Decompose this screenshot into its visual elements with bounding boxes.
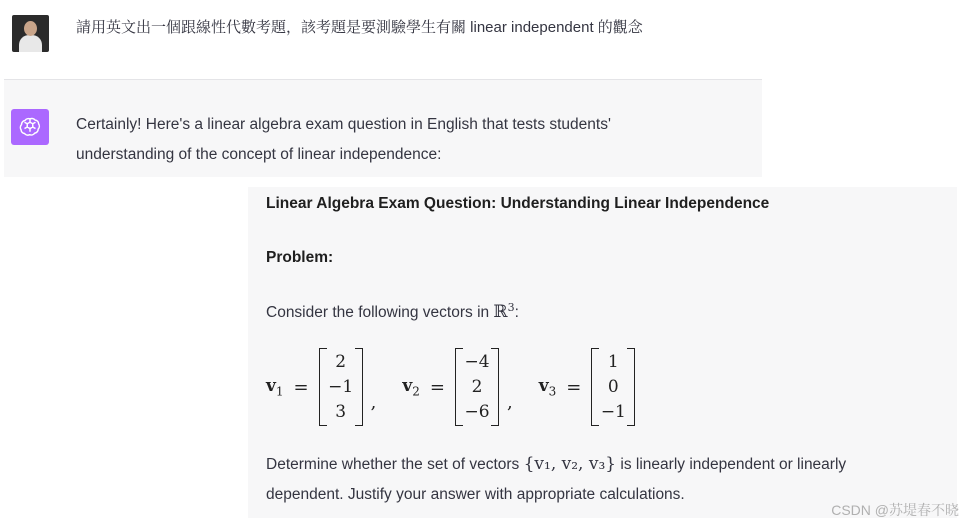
exam-question-title: Linear Algebra Exam Question: Understanding Linear Independence — [266, 195, 770, 212]
determine-suffix: is linearly independent or linearly — [616, 456, 847, 473]
watermark-text: CSDN @苏堤春不晓 — [831, 502, 959, 518]
real-space-exponent: 3 — [507, 301, 515, 314]
user-avatar — [12, 15, 49, 52]
consider-prefix: Consider the following vectors in — [266, 304, 494, 322]
assistant-intro-line-1: Certainly! Here's a linear algebra exam question in English that tests students' — [76, 116, 611, 133]
vector-3-matrix — [591, 348, 635, 426]
assistant-intro-line-2: understanding of the concept of linear independence: — [76, 146, 442, 163]
vector-1-component: 3 — [335, 402, 347, 422]
vector-3-component: −1 — [600, 402, 626, 422]
vector-1-matrix — [319, 348, 363, 426]
vector-definitions: $v_1$ = 2 −1 3 , $v_2$ = −4 2 −6 , $v_3$ = 1 0 −1 — [266, 345, 635, 429]
vector-2-component: −6 — [464, 402, 490, 422]
user-message-row — [0, 0, 963, 80]
exam-question-card — [248, 187, 957, 518]
vector-3-component: 0 — [607, 377, 619, 397]
problem-heading: Problem: — [266, 249, 334, 266]
vector-2-component: −4 — [464, 352, 490, 372]
vector-1-label: $v_1$ — [266, 375, 284, 399]
assistant-message-text — [76, 110, 756, 170]
user-message-text: 請用英文出一個跟線性代數考題，該考題是要測驗學生有關 linear independent 的觀念 — [76, 19, 643, 36]
vector-set-notation: {v₁, v₂, v₃} — [523, 454, 617, 474]
consider-suffix: : — [514, 304, 519, 322]
real-space-symbol: ℝ — [493, 302, 508, 323]
consider-text — [266, 301, 519, 322]
determine-line-2: dependent. Justify your answer with appropriate calculations. — [266, 486, 685, 503]
vector-2-label: $v_2$ — [402, 375, 420, 399]
vector-3-component: 1 — [607, 352, 619, 372]
vector-2-component: 2 — [471, 377, 483, 397]
vector-2-matrix — [455, 348, 499, 426]
vector-3-label: $v_3$ — [538, 375, 557, 399]
determine-prefix: Determine whether the set of vectors — [266, 456, 524, 473]
chatgpt-logo-icon — [11, 109, 49, 145]
vector-1-component: −1 — [328, 377, 354, 397]
vector-1-component: 2 — [335, 352, 347, 372]
